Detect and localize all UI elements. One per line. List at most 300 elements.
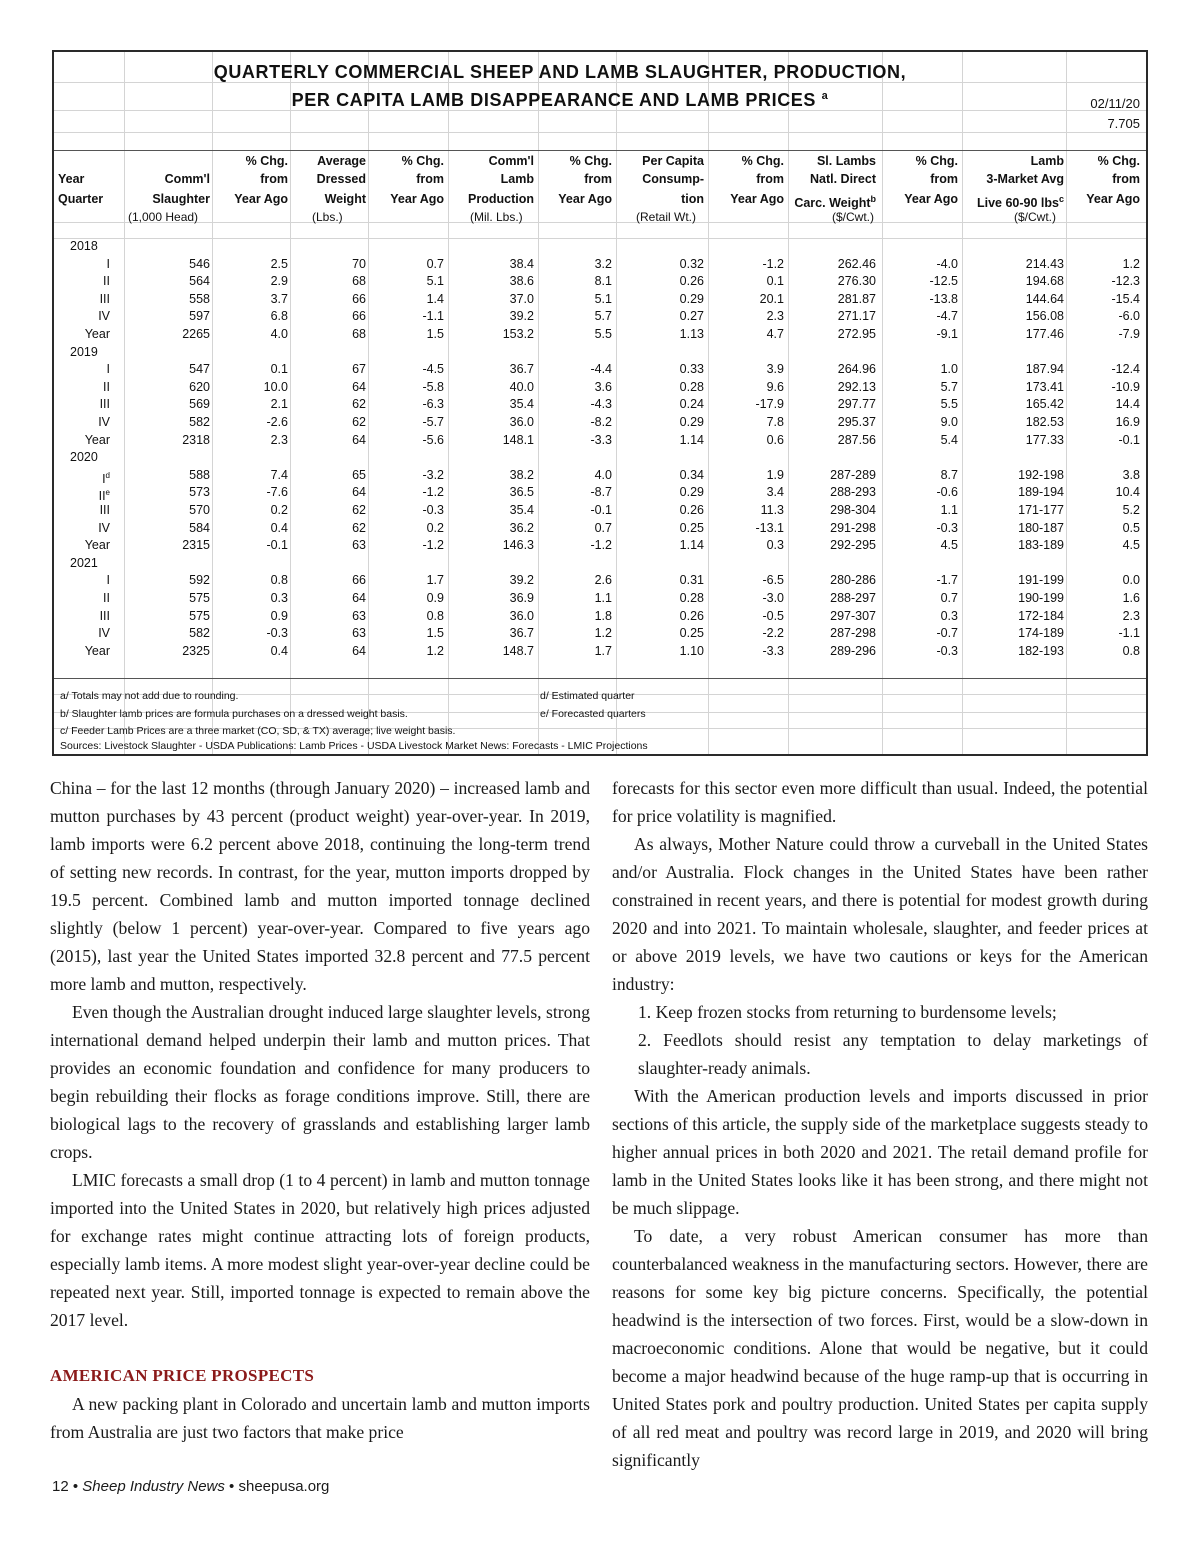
column-header [756, 170, 784, 189]
column-header [810, 170, 876, 189]
unit-label: ($/Cwt.) [832, 210, 874, 224]
quarter-label [98, 520, 110, 538]
table-cell: 0.7 [426, 256, 444, 271]
quarter-label [98, 308, 110, 326]
header-text: Production [468, 192, 534, 206]
table-cell: 264.96 [837, 362, 876, 377]
paragraph: China – for the last 12 months (through January 2020) – increased lamb and mutton purchases by 43 percent (product weight) year-over-year. In 2019, lamb imports were 6.2 percent above 2018, continuing the long-term trend of setting new records. In contrast, for the year, mutton imports dropped by 19.5 percent. Combined lamb and mutton imported tonnage declined slightly (below 1 percent) year-over-year. Compared to five years ago (2015), last year the United States imported 32.8 percent and 77.5 percent more lamb and mutton, respectively. [50, 778, 590, 994]
table-cell: 4.7 [766, 327, 784, 341]
table-cell: 68 [352, 274, 366, 289]
table-cell: 558 [189, 291, 210, 306]
header-text: Year Ago [390, 192, 444, 206]
table-cell: -1.2 [590, 538, 612, 553]
quarter-label [100, 502, 110, 520]
header-text: Weight [324, 192, 366, 206]
table-cell: 0.28 [679, 379, 704, 394]
quarter-label [85, 326, 110, 344]
table-cell: 174-189 [1018, 626, 1064, 641]
table-cell: -1.1 [1118, 626, 1140, 641]
table-cell: -0.1 [266, 538, 288, 553]
column-header [402, 152, 444, 171]
column-header [58, 170, 84, 189]
table-row [54, 432, 1146, 450]
table-cell: 180-187 [1018, 520, 1064, 535]
table-cell: 62 [352, 415, 366, 429]
table-cell: -6.0 [1118, 309, 1140, 324]
table-cell: -1.7 [936, 573, 958, 588]
header-text: from [930, 172, 958, 186]
table-cell: -5.6 [422, 432, 444, 447]
column-header [730, 190, 784, 209]
footnote-e: e/ Forecasted quarters [540, 708, 646, 720]
table-cell: 187.94 [1025, 362, 1064, 377]
table-cell: 573 [189, 485, 210, 500]
column-header [416, 170, 444, 189]
table-cell: 1.8 [594, 608, 612, 623]
table-cell: 144.64 [1025, 291, 1064, 306]
table-cell: 0.3 [940, 608, 958, 623]
table-cell: 582 [189, 626, 210, 641]
list-item: 1. Keep frozen stocks from returning to burdensome levels; [638, 1002, 1057, 1022]
table-cell: 156.08 [1025, 309, 1064, 324]
table-cell: 1.14 [679, 432, 704, 447]
table-cell: 192-198 [1018, 467, 1064, 482]
table-cell: 0.25 [679, 520, 704, 535]
header-text: from [260, 172, 288, 186]
table-cell: 173.41 [1025, 379, 1064, 394]
quarter-text: IV [98, 309, 110, 324]
unit-label: ($/Cwt.) [1014, 210, 1056, 224]
table-cell: 35.4 [509, 397, 534, 412]
table-cell: 37.0 [509, 291, 534, 306]
table-cell: -1.1 [422, 309, 444, 324]
table-cell: 295.37 [837, 415, 876, 429]
column-header [246, 152, 288, 171]
table-cell: -0.3 [936, 643, 958, 658]
table-cell: 2265 [182, 327, 210, 341]
table-cell: 10.4 [1115, 485, 1140, 500]
table-cell: 547 [189, 362, 210, 377]
header-text: Year [58, 172, 85, 186]
table-row [54, 291, 1146, 309]
table-cell: 5.4 [940, 432, 958, 447]
header-text: Average [317, 154, 366, 168]
footer-bullet: • [229, 1478, 235, 1495]
table-cell: 271.17 [837, 309, 876, 324]
table-cell: 189-194 [1018, 485, 1064, 500]
table-cell: -4.7 [936, 309, 958, 324]
data-table-figure [52, 50, 1148, 756]
table-cell: 1.6 [1122, 591, 1140, 605]
table-cell: 3.7 [270, 291, 288, 306]
table-cell: 288-293 [830, 485, 876, 500]
table-cell: 214.43 [1025, 256, 1064, 271]
table-cell: 36.5 [509, 485, 534, 500]
table-cell: 2325 [182, 643, 210, 658]
table-cell: -10.9 [1111, 379, 1140, 394]
header-text: Lamb [500, 172, 534, 186]
table-cell: 0.4 [270, 643, 288, 658]
table-cell: 3.2 [594, 256, 612, 271]
quarter-text: II [103, 591, 110, 605]
table-cell: 564 [189, 274, 210, 289]
paragraph: LMIC forecasts a small drop (1 to 4 percent) in lamb and mutton tonnage imported into the United States in 2020, but relatively high prices adjusted for exchange rates might continue attracting lots of foreign products, especially lamb items. A more modest slight year-over-year decline could be repeated next year. Still, imported tonnage is expected to remain above the 2017 level. [50, 1170, 590, 1330]
table-cell: 0.32 [679, 256, 704, 271]
quarter-text: I [106, 256, 110, 271]
page-number: 12 [52, 1478, 69, 1495]
table-cell: -8.2 [590, 415, 612, 429]
unit-label: (1,000 Head) [128, 210, 199, 224]
page-footer [52, 1478, 329, 1495]
quarter-label [100, 396, 110, 414]
table-row [54, 625, 1146, 643]
header-text: % Chg. [401, 154, 444, 168]
quarter-text: II [103, 379, 110, 394]
quarter-text: II [103, 274, 110, 289]
table-cell: 0.25 [679, 626, 704, 641]
header-text: Live 60-90 lbs [976, 196, 1059, 211]
table-cell: 3.8 [1122, 467, 1140, 482]
title-footnote-mark: a [821, 90, 829, 102]
quarter-text: II [98, 489, 106, 504]
table-cell: 64 [352, 591, 366, 605]
table-cell: 68 [352, 327, 366, 341]
table-cell: -12.4 [1111, 362, 1140, 377]
column-header [501, 170, 534, 189]
table-cell: 0.2 [270, 503, 288, 517]
row-rule [54, 132, 1146, 133]
quarter-footnote-mark: d [105, 470, 110, 480]
paragraph: forecasts for this sector even more difficult than usual. Indeed, the potential for price volatility is magnified. [612, 778, 1148, 826]
table-cell: 65 [352, 467, 366, 482]
column-header [234, 190, 288, 209]
year-group-label [54, 238, 1146, 256]
table-cell: 292-295 [830, 538, 876, 553]
table-cell: 5.1 [594, 291, 612, 306]
header-text: Lamb [1030, 154, 1064, 168]
table-cell: 9.6 [766, 379, 784, 394]
table-cell: 1.2 [1122, 256, 1140, 271]
quarter-text: Year [84, 643, 110, 658]
table-cell: 1.0 [940, 362, 958, 377]
table-cell: 1.1 [940, 503, 958, 517]
table-cell: 36.2 [509, 520, 534, 535]
header-text: Year Ago [1086, 192, 1140, 206]
table-cell: 1.2 [426, 643, 444, 658]
header-text: % Chg. [741, 154, 784, 168]
unit-label: (Mil. Lbs.) [470, 210, 523, 224]
table-row [54, 273, 1146, 291]
table-cell: -0.5 [762, 608, 784, 623]
table-cell: -4.4 [590, 362, 612, 377]
table-cell: 2315 [182, 538, 210, 553]
table-cell: 9.0 [940, 415, 958, 429]
column-header [558, 190, 612, 209]
quarter-label [107, 572, 110, 590]
table-cell: 64 [352, 643, 366, 658]
header-footnote-mark: c [1058, 194, 1064, 204]
table-cell: 171-177 [1018, 503, 1064, 517]
table-cell: 575 [189, 608, 210, 623]
table-cell: 0.8 [1122, 643, 1140, 658]
table-code: 7.705 [1107, 116, 1140, 131]
table-cell: -12.3 [1111, 274, 1140, 289]
table-cell: -6.3 [422, 397, 444, 412]
table-cell: 287.56 [837, 432, 876, 447]
table-cell: 10.0 [263, 379, 288, 394]
quarter-text: IV [98, 626, 110, 641]
table-cell: -0.3 [266, 626, 288, 641]
column-header [817, 152, 876, 171]
table-cell: 0.34 [679, 467, 704, 482]
table-cell: 2.6 [594, 573, 612, 588]
table-cell: 0.26 [679, 608, 704, 623]
row-rule [54, 678, 1146, 679]
table-row [54, 361, 1146, 379]
footnote-sources: Sources: Livestock Slaughter - USDA Publications: Lamb Prices - USDA Livestock Market News: Forecasts - LMIC Projections [60, 740, 648, 752]
table-cell: 288-297 [830, 591, 876, 605]
table-cell: 194.68 [1025, 274, 1064, 289]
table-cell: -5.8 [422, 379, 444, 394]
table-cell: 1.2 [594, 626, 612, 641]
header-text: % Chg. [245, 154, 288, 168]
table-cell: 1.13 [679, 327, 704, 341]
table-title-line-2: PER CAPITA LAMB DISAPPEARANCE AND LAMB PRICES $^a$ [291, 90, 829, 110]
table-cell: 0.24 [679, 397, 704, 412]
table-cell: -7.9 [1118, 327, 1140, 341]
table-cell: 5.7 [594, 309, 612, 324]
table-cell: 182-193 [1018, 643, 1064, 658]
table-cell: 620 [189, 379, 210, 394]
table-cell: -13.1 [755, 520, 784, 535]
table-cell: -1.2 [422, 538, 444, 553]
header-text: from [416, 172, 444, 186]
quarter-text: I [106, 573, 110, 588]
header-text: tion [681, 192, 704, 206]
table-cell: 1.4 [426, 291, 444, 306]
table-cell: 280-286 [830, 573, 876, 588]
header-text: Quarter [58, 192, 104, 206]
table-cell: -2.6 [266, 415, 288, 429]
table-cell: 0.27 [679, 309, 704, 324]
table-cell: 7.4 [270, 467, 288, 482]
table-cell: 276.30 [837, 274, 876, 289]
table-cell: -3.2 [422, 467, 444, 482]
unit-label: (Lbs.) [312, 210, 343, 224]
website: sheepusa.org [238, 1478, 330, 1495]
table-cell: 20.1 [759, 291, 784, 306]
table-cell: 36.7 [509, 362, 534, 377]
table-cell: 289-296 [830, 643, 876, 658]
table-cell: 36.7 [509, 626, 534, 641]
table-cell: 2.3 [766, 309, 784, 324]
table-cell: 569 [189, 397, 210, 412]
table-cell: -4.5 [422, 362, 444, 377]
table-cell: 0.8 [270, 573, 288, 588]
quarter-label [103, 379, 110, 397]
table-cell: 0.7 [594, 520, 612, 535]
table-cell: 0.26 [679, 503, 704, 517]
table-cell: 62 [352, 520, 366, 535]
table-cell: 0.9 [426, 591, 444, 605]
table-cell: 66 [352, 573, 366, 588]
column-header [642, 170, 704, 189]
table-cell: -9.1 [936, 327, 958, 341]
table-cell: 0.0 [1122, 573, 1140, 588]
table-row [54, 643, 1146, 661]
table-row [54, 537, 1146, 555]
article-left-column [50, 774, 590, 1446]
table-cell: 36.0 [509, 608, 534, 623]
table-cell: 63 [352, 626, 366, 641]
table-cell: 4.0 [270, 327, 288, 341]
quarter-label [103, 590, 110, 608]
table-row [54, 572, 1146, 590]
unit-label: (Retail Wt.) [636, 210, 696, 224]
table-cell: 570 [189, 503, 210, 517]
table-row [54, 608, 1146, 626]
table-cell: 0.3 [766, 538, 784, 553]
table-cell: 0.7 [940, 591, 958, 605]
table-cell: 546 [189, 256, 210, 271]
paragraph: As always, Mother Nature could throw a curveball in the United States and/or Australia. Flock changes in the United States have been rather constrained in recent years, and there is potential for modest growth during 2020 and into 2021. To maintain wholesale, slaughter, and feeder prices at or above 2019 levels, we have two cautions or keys for the American industry: [612, 834, 1148, 994]
quarter-label [85, 432, 110, 450]
table-cell: 177.46 [1025, 327, 1064, 341]
table-cell: 165.42 [1025, 397, 1064, 412]
table-cell: 0.29 [679, 485, 704, 500]
table-cell: 582 [189, 415, 210, 429]
quarter-text: III [99, 503, 110, 517]
table-cell: -4.3 [590, 397, 612, 412]
table-cell: 191-199 [1018, 573, 1064, 588]
column-header [152, 190, 210, 209]
footnote-b: b/ Slaughter lamb prices are formula purchases on a dressed weight basis. [60, 708, 408, 720]
table-cell: 597 [189, 309, 210, 324]
article-right-column [612, 774, 1148, 1474]
row-rule [54, 222, 1146, 223]
table-date: 02/11/20 [1090, 96, 1140, 111]
table-cell: 177.33 [1025, 432, 1064, 447]
table-cell: 146.3 [502, 538, 534, 553]
table-cell: -0.1 [1118, 432, 1140, 447]
table-cell: 3.6 [594, 379, 612, 394]
table-cell: -17.9 [755, 397, 784, 412]
table-cell: 298-304 [830, 503, 876, 517]
table-cell: 62 [352, 397, 366, 412]
table-row [54, 414, 1146, 432]
table-cell: 36.9 [509, 591, 534, 605]
table-cell: 183-189 [1018, 538, 1064, 553]
table-row [54, 467, 1146, 485]
table-cell: -1.2 [422, 485, 444, 500]
table-cell: 5.2 [1122, 503, 1140, 517]
table-cell: 63 [352, 538, 366, 553]
table-cell: 62 [352, 503, 366, 517]
table-cell: -3.3 [762, 643, 784, 658]
quarter-text: III [99, 608, 110, 623]
header-text: 3-Market Avg [986, 172, 1064, 186]
table-cell: 592 [189, 573, 210, 588]
paragraph: To date, a very robust American consumer has more than counterbalanced weakness in the manufacturing sectors. However, there are reasons for some key big picture concerns. Specifically, the potential headwind is the intersection of two forces. First, would be a slow-down in macroeconomic conditions. Alone that would be negative, but it could become a major headwind because of the huge ramp-up that is occurring in United States pork and poultry production. United States per capita supply of all red meat and poultry was record large in 2019, and 2020 will bring significantly [612, 1226, 1148, 1470]
year-group-label [54, 449, 1146, 467]
table-cell: -0.1 [590, 503, 612, 517]
header-text: from [584, 172, 612, 186]
table-cell: -13.8 [929, 291, 958, 306]
table-cell: 0.4 [270, 520, 288, 535]
table-row [54, 326, 1146, 344]
header-text: Per Capita [642, 154, 704, 168]
table-row [54, 308, 1146, 326]
table-cell: 11.3 [760, 503, 784, 517]
year-label: 2019 [70, 344, 98, 359]
table-cell: 4.0 [594, 467, 612, 482]
table-row [54, 502, 1146, 520]
table-cell: 2.9 [270, 274, 288, 289]
header-text: from [1112, 172, 1140, 186]
column-header [468, 190, 534, 209]
column-header [1086, 190, 1140, 209]
table-cell: 153.2 [502, 327, 534, 341]
header-footnote-mark: b [870, 194, 876, 204]
header-text: Carc. Weight [794, 196, 871, 211]
header-text: from [756, 172, 784, 186]
table-cell: 0.5 [1122, 520, 1140, 535]
table-cell: 2.5 [270, 256, 288, 271]
table-cell: 66 [352, 309, 366, 324]
table-cell: 0.28 [679, 591, 704, 605]
quarter-text: III [99, 291, 110, 306]
table-row [54, 520, 1146, 538]
column-header [325, 190, 366, 209]
table-cell: -0.7 [936, 626, 958, 641]
table-cell: 2.1 [270, 397, 288, 412]
quarter-label [98, 414, 110, 432]
table-cell: 0.29 [679, 291, 704, 306]
table-cell: -6.5 [762, 573, 784, 588]
table-cell: 575 [189, 591, 210, 605]
quarter-label [98, 625, 110, 643]
column-header [904, 190, 958, 209]
column-header [1031, 152, 1064, 171]
column-header [1098, 152, 1140, 171]
table-cell: 4.5 [940, 538, 958, 553]
table-cell: -0.3 [422, 503, 444, 517]
table-cell: 5.5 [594, 327, 612, 341]
table-cell: 1.10 [679, 643, 704, 658]
table-title-line-1: QUARTERLY COMMERCIAL SHEEP AND LAMB SLAUGHTER, PRODUCTION, [213, 62, 907, 82]
table-cell: -15.4 [1111, 291, 1140, 306]
quarter-label [85, 643, 110, 661]
column-header [742, 152, 784, 171]
table-row [54, 396, 1146, 414]
table-cell: -4.0 [936, 256, 958, 271]
column-header [930, 170, 958, 189]
table-cell: 5.1 [426, 274, 444, 289]
table-cell: 1.5 [426, 327, 444, 341]
table-cell: -2.2 [762, 626, 784, 641]
table-row [54, 484, 1146, 502]
table-cell: -8.7 [590, 485, 612, 500]
row-rule [54, 150, 1146, 151]
header-text: Comm'l [488, 154, 534, 168]
table-cell: 1.5 [426, 626, 444, 641]
table-cell: 0.29 [679, 415, 704, 429]
table-cell: 0.33 [679, 362, 704, 377]
quarter-text: IV [98, 520, 110, 535]
table-cell: 262.46 [837, 256, 876, 271]
table-cell: -0.3 [936, 520, 958, 535]
column-header [489, 152, 534, 171]
